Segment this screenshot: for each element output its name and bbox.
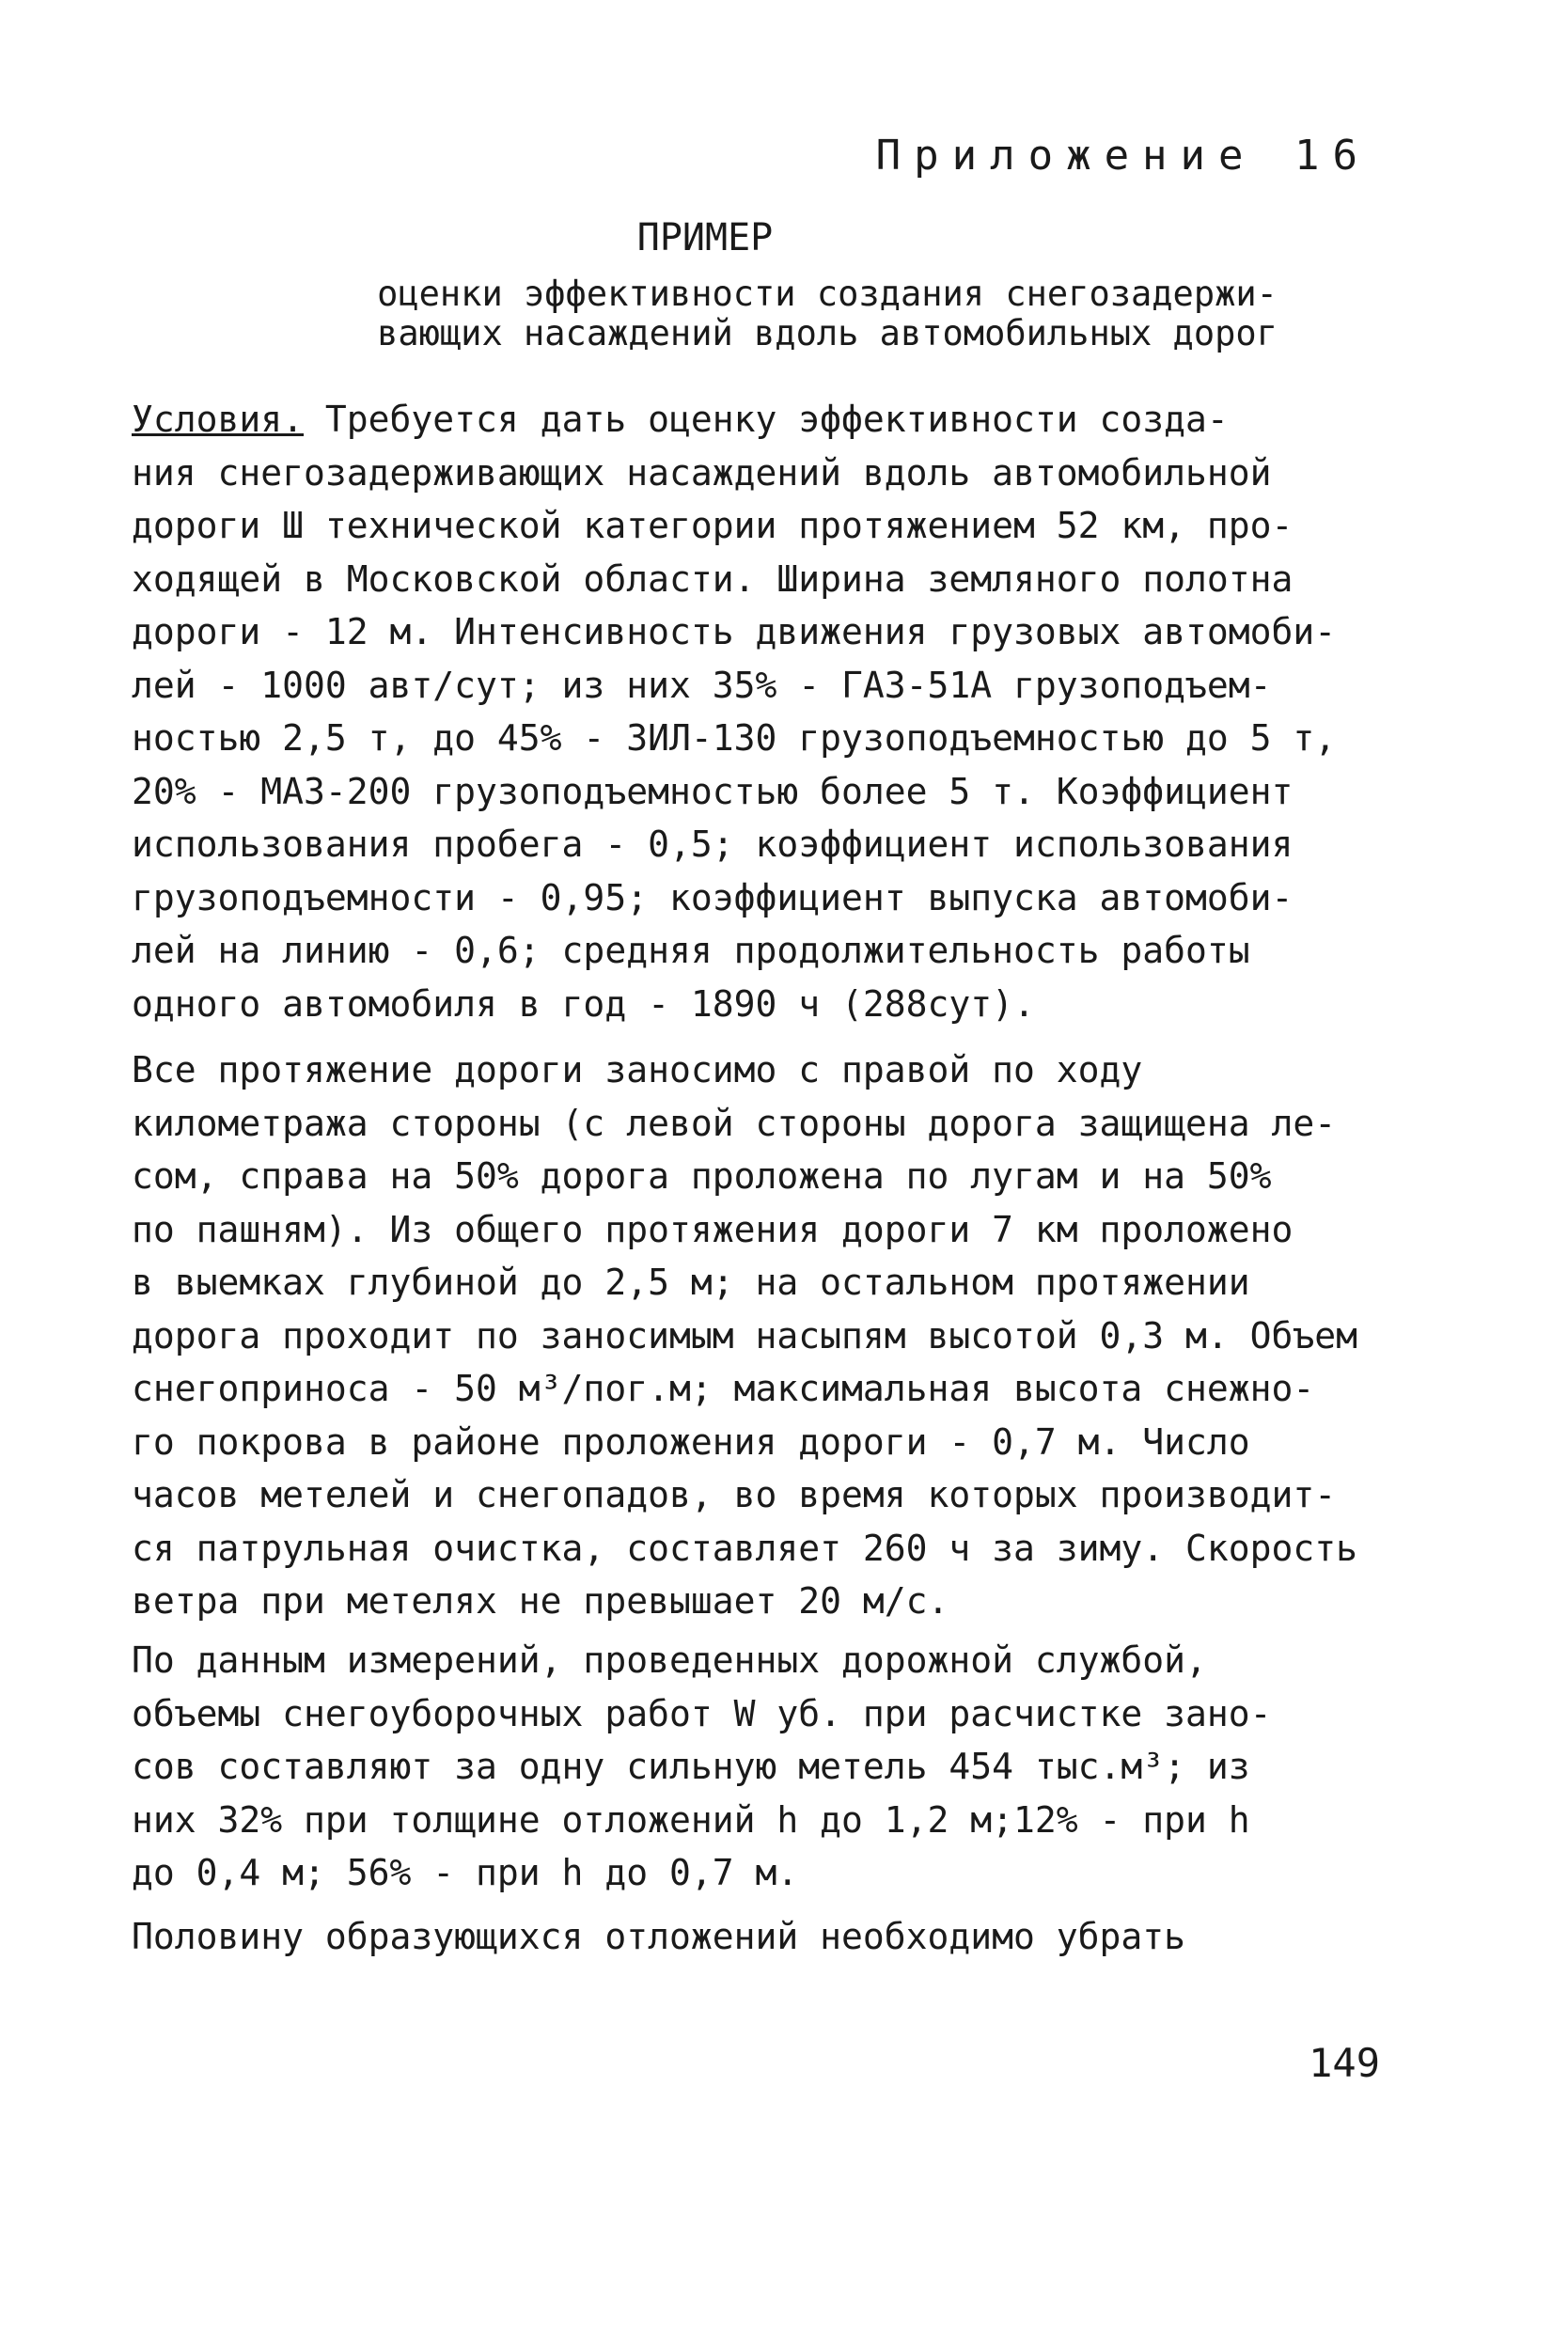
paragraph-conditions xyxy=(132,393,1391,1030)
paragraph-removal: Половину образующихся отложений необходимо убрать xyxy=(132,1916,1186,1957)
paragraph-road-length: Все протяжение дороги заносимо с правой по ходу километража стороны (с левой стороны дорога защищена ле- сом, справа на 50% дорога проложена по лугам и на 50% по пашням). Из общего протяжения дороги 7 км проложено в выемках глубиной до 2,5 м; на остальном протяжении дорога проходит по заносимым насыпям высотой 0,3 м. Объем снегоприноса - 50 м³/пог.м; максимальная высота снежно- го покрова в районе проложения дороги - 0,7 м. Число часов метелей и снегопадов, во время которых производит- ся патрульная очистка, составляет 260 ч за зиму. Скорость ветра при метелях не превышает 20 м/с. xyxy=(132,1049,1358,1622)
conditions-heading: Условия. xyxy=(132,399,305,440)
document-title: ПРИМЕР xyxy=(636,216,774,259)
conditions-text: Требуется дать оценку эффективности созда- ния снегозадерживающих насаждений вдоль автомобильной дороги Ш технической категории протяжением 52 км, про- ходящей в Московской области. Ширина земляного полотна дороги - 12 м. Интенсивность движения грузовых автомоби- лей - 1000 авт/сут; из них 35% - ГАЗ-51А грузоподъем- ностью 2,5 т, до 45% - ЗИЛ-130 грузоподъемностью до 5 т, 20% - МАЗ-200 грузоподъемностью более 5 т. Коэффициент использования пробега - 0,5; коэффициент использования грузоподъемности - 0,95; коэффициент выпуска автомоби- лей на линию - 0,6; средняя продолжительность работы одного автомобиля в год - 1890 ч (288сут). xyxy=(132,399,1337,1025)
paragraph-measurements: По данным измерений, проведенных дорожной службой, объемы снегоуборочных работ W уб. при расчистке зано- сов составляют за одну сильную метель 454 тыс.м³; из них 32% при толщине отложений h до 1,2 м;12% - при h до 0,4 м; 56% - при h до 0,7 м. xyxy=(132,1639,1272,1893)
document-subtitle: оценки эффективности создания снегозадержи- вающих насаждений вдоль автомобильных дорог xyxy=(377,274,1278,353)
appendix-label: Приложение 16 xyxy=(875,132,1371,180)
page-number: 149 xyxy=(1309,2040,1380,2086)
